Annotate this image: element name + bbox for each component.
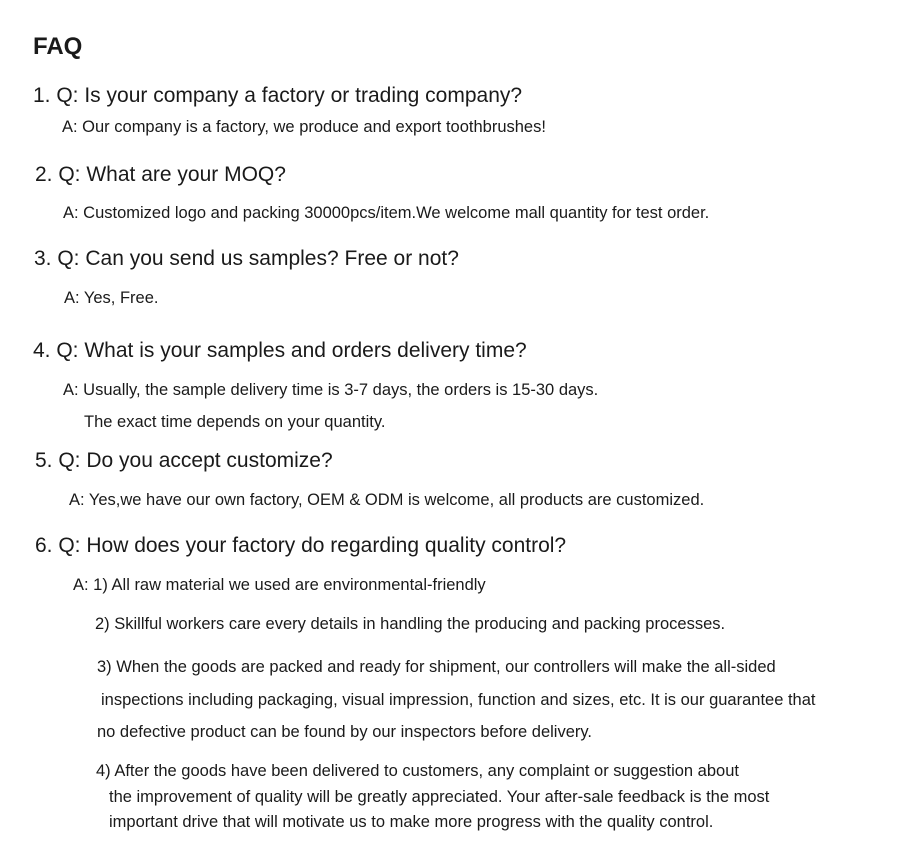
faq-question-4: 4. Q: What is your samples and orders delivery time? <box>33 339 527 362</box>
faq-question-3: 3. Q: Can you send us samples? Free or not? <box>34 247 459 270</box>
faq-answer-6-line-6: 4) After the goods have been delivered to customers, any complaint or suggestion about <box>96 762 739 780</box>
faq-question-6: 6. Q: How does your factory do regarding quality control? <box>35 534 567 557</box>
faq-answer-6-line-5: no defective product can be found by our inspectors before delivery. <box>97 723 592 741</box>
faq-answer-5: A: Yes,we have our own factory, OEM & ODM is welcome, all products are customized. <box>69 491 705 509</box>
faq-question-2: 2. Q: What are your MOQ? <box>35 163 286 186</box>
faq-question-1: 1. Q: Is your company a factory or trading company? <box>33 84 523 107</box>
faq-answer-6-line-8: important drive that will motivate us to make more progress with the quality control. <box>109 813 714 831</box>
page-title: FAQ <box>33 33 83 60</box>
faq-question-5: 5. Q: Do you accept customize? <box>35 449 333 472</box>
faq-answer-6-line-3: 3) When the goods are packed and ready for shipment, our controllers will make the all-sided <box>97 658 776 676</box>
faq-answer-4-line-1: A: Usually, the sample delivery time is 3-7 days, the orders is 15-30 days. <box>63 381 599 399</box>
faq-answer-6-line-2: 2) Skillful workers care every details in handling the producing and packing processes. <box>95 615 726 633</box>
faq-answer-6-line-1: A: 1) All raw material we used are environmental-friendly <box>73 576 486 594</box>
faq-answer-3: A: Yes, Free. <box>64 289 159 307</box>
faq-answer-2: A: Customized logo and packing 30000pcs/item.We welcome mall quantity for test order. <box>63 204 710 222</box>
faq-answer-6-line-7: the improvement of quality will be greatly appreciated. Your after-sale feedback is the most <box>109 788 770 806</box>
faq-answer-4-line-2: The exact time depends on your quantity. <box>84 413 386 431</box>
faq-answer-1: A: Our company is a factory, we produce and export toothbrushes! <box>62 118 546 136</box>
faq-answer-6-line-4: inspections including packaging, visual impression, function and sizes, etc. It is our guarantee that <box>101 691 816 709</box>
